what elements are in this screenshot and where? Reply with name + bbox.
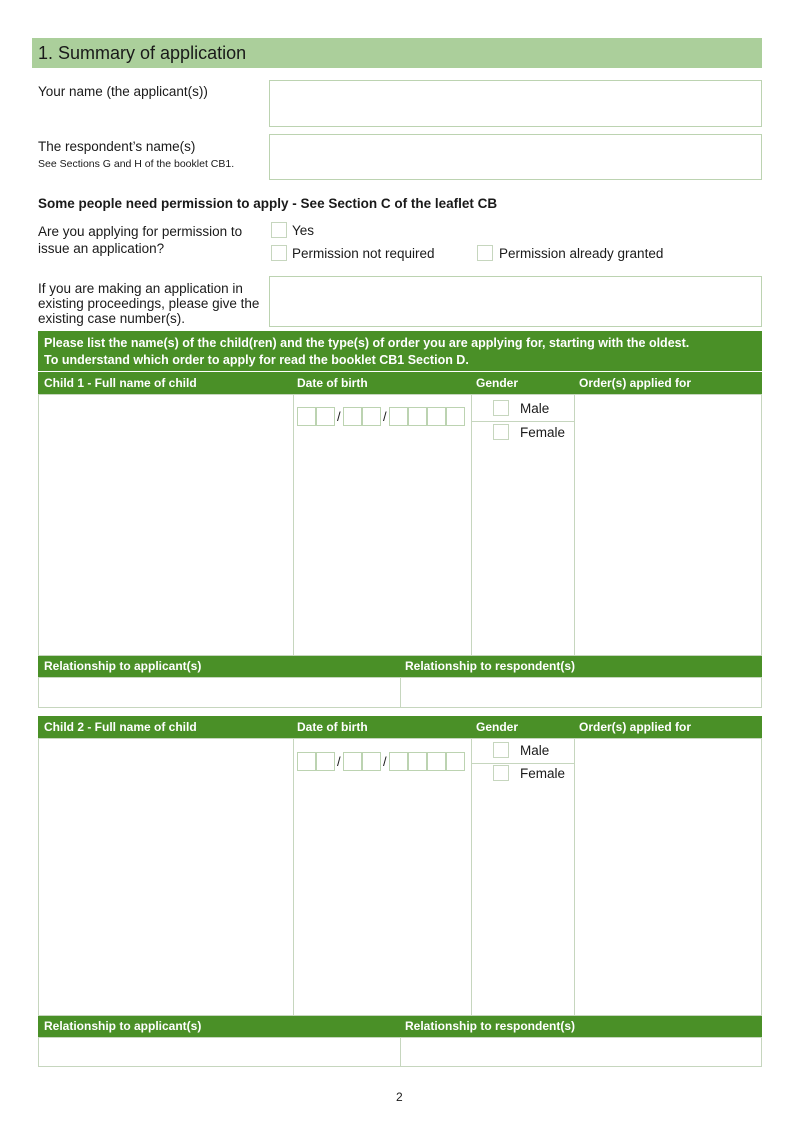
respondent-name-input[interactable] — [269, 134, 762, 180]
permission-not-required-checkbox[interactable] — [271, 245, 287, 261]
child1-dob-day2[interactable] — [316, 407, 335, 426]
child2-dob-month2[interactable] — [362, 752, 381, 771]
child2-male-label: Male — [520, 743, 550, 758]
child1-dob-slash2: / — [383, 409, 387, 424]
child2-rel-applicant-input[interactable] — [38, 1037, 401, 1067]
child2-name-input[interactable] — [39, 739, 292, 1015]
child2-gender-header: Gender — [476, 720, 519, 734]
permission-already-granted-checkbox[interactable] — [477, 245, 493, 261]
children-intro-line1: Please list the name(s) of the child(ren) and the type(s) of order you are applying for, starting with the oldest. — [44, 336, 690, 350]
child1-male-checkbox[interactable] — [493, 400, 509, 416]
child1-dob-year4[interactable] — [446, 407, 465, 426]
child2-orders-header: Order(s) applied for — [579, 720, 692, 734]
applicant-name-input[interactable] — [269, 80, 762, 127]
child2-male-checkbox[interactable] — [493, 742, 509, 758]
child2-dob-slash2: / — [383, 754, 387, 769]
child1-dob-day1[interactable] — [297, 407, 316, 426]
child1-dob-month1[interactable] — [343, 407, 362, 426]
child2-dob-slash1: / — [337, 754, 341, 769]
child1-dob-month2[interactable] — [362, 407, 381, 426]
child1-name-input[interactable] — [39, 395, 292, 655]
section-title: 1. Summary of application — [32, 38, 762, 68]
child2-dob-month1[interactable] — [343, 752, 362, 771]
child2-dob-day2[interactable] — [316, 752, 335, 771]
child2-rel-respondent-header: Relationship to respondent(s) — [405, 1019, 576, 1033]
existing-case-input[interactable] — [269, 276, 762, 327]
child2-orders-input[interactable] — [575, 739, 761, 1015]
children-intro-line2: To understand which order to apply for read the booklet CB1 Section D. — [44, 353, 469, 367]
child2-dob-year2[interactable] — [408, 752, 427, 771]
child1-male-label: Male — [520, 401, 550, 416]
child1-female-checkbox[interactable] — [493, 424, 509, 440]
applicant-name-label: Your name (the applicant(s)) — [38, 84, 208, 99]
existing-case-line1: If you are making an application in — [38, 281, 243, 296]
child1-dob-year2[interactable] — [408, 407, 427, 426]
child1-divider-2 — [471, 394, 472, 656]
child2-dob-day1[interactable] — [297, 752, 316, 771]
child2-dob-header: Date of birth — [297, 720, 368, 734]
child2-dob-year1[interactable] — [389, 752, 408, 771]
existing-case-line2: existing proceedings, please give the — [38, 296, 260, 311]
child2-divider-2 — [471, 738, 472, 1016]
child1-orders-input[interactable] — [575, 395, 761, 655]
child1-dob-year1[interactable] — [389, 407, 408, 426]
permission-not-required-label: Permission not required — [292, 246, 435, 261]
child2-name-header: Child 2 - Full name of child — [44, 720, 197, 734]
permission-yes-checkbox[interactable] — [271, 222, 287, 238]
permission-yes-label: Yes — [292, 223, 315, 238]
children-intro-banner — [38, 331, 762, 371]
page-number: 2 — [396, 1090, 403, 1104]
child2-female-label: Female — [520, 766, 566, 781]
child1-rel-applicant-header: Relationship to applicant(s) — [44, 659, 202, 673]
child1-dob-year3[interactable] — [427, 407, 446, 426]
permission-heading: Some people need permission to apply - See Section C of the leaflet CB — [38, 196, 498, 211]
child2-divider-1 — [293, 738, 294, 1016]
child1-gender-header: Gender — [476, 376, 519, 390]
child1-divider-1 — [293, 394, 294, 656]
respondent-name-note: See Sections G and H of the booklet CB1. — [38, 158, 235, 170]
child2-female-checkbox[interactable] — [493, 765, 509, 781]
permission-question-line1: Are you applying for permission to — [38, 224, 243, 239]
child1-female-label: Female — [520, 425, 566, 440]
child2-gender-divider — [472, 763, 574, 764]
child1-dob-header: Date of birth — [297, 376, 368, 390]
child2-rel-applicant-header: Relationship to applicant(s) — [44, 1019, 202, 1033]
permission-already-granted-label: Permission already granted — [499, 246, 664, 261]
child2-dob-year4[interactable] — [446, 752, 465, 771]
child2-rel-respondent-input[interactable] — [400, 1037, 762, 1067]
respondent-name-label: The respondent’s name(s) — [38, 139, 196, 154]
child1-orders-header: Order(s) applied for — [579, 376, 692, 390]
child1-name-header: Child 1 - Full name of child — [44, 376, 197, 390]
child1-dob-slash1: / — [337, 409, 341, 424]
existing-case-line3: existing case number(s). — [38, 311, 186, 326]
child1-gender-divider — [472, 421, 574, 422]
child1-rel-respondent-header: Relationship to respondent(s) — [405, 659, 576, 673]
child1-rel-respondent-input[interactable] — [400, 677, 762, 708]
permission-question-line2: issue an application? — [38, 241, 165, 256]
child2-dob-year3[interactable] — [427, 752, 446, 771]
child1-rel-applicant-input[interactable] — [38, 677, 401, 708]
